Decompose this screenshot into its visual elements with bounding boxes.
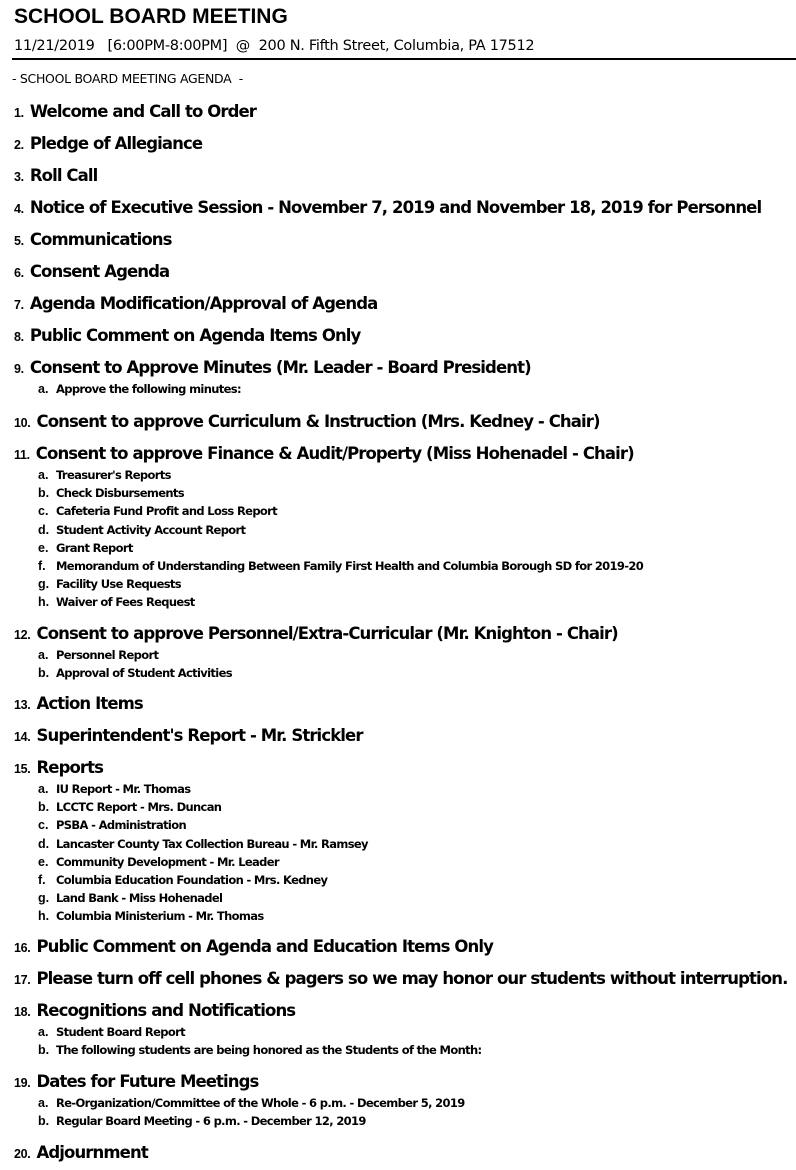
subitem-letter: f. <box>38 558 46 573</box>
agenda-heading: - SCHOOL BOARD MEETING AGENDA - <box>12 71 243 86</box>
agenda-item <box>14 412 600 436</box>
item-number: 14. <box>14 730 31 744</box>
subitem <box>38 559 643 577</box>
subitem-list <box>14 468 643 614</box>
item-number: 15. <box>14 762 31 776</box>
item-label: Consent to Approve Minutes (Mr. Leader - Board President) <box>29 358 531 377</box>
subitem-list <box>14 1096 465 1132</box>
item-number: 20. <box>14 1147 31 1161</box>
meeting-details: 11/21/2019 [6:00PM-8:00PM] @ 200 N. Fifth Street, Columbia, PA 17512 <box>14 38 535 54</box>
agenda-item <box>14 444 643 614</box>
subitem-letter: a. <box>38 648 49 662</box>
agenda-item <box>14 1143 148 1167</box>
subitem <box>38 577 643 595</box>
subitem <box>38 909 368 927</box>
subitem-list <box>14 648 618 684</box>
subitem-text: Facility Use Requests <box>56 577 181 592</box>
subitem-list <box>14 382 531 400</box>
item-number: 3. <box>14 170 24 184</box>
subitem-text: Memorandum of Understanding Between Family First Health and Columbia Borough SD for 2019-20 <box>56 558 644 573</box>
subitem <box>38 782 368 800</box>
subitem-letter: a. <box>38 782 49 796</box>
subitem-text: Waiver of Fees Request <box>56 595 195 610</box>
agenda-item <box>14 726 363 750</box>
item-label: Adjournment <box>36 1143 148 1162</box>
item-label: Welcome and Call to Order <box>29 102 257 121</box>
subitem-letter: b. <box>38 1043 50 1058</box>
subitem-letter: c. <box>38 504 49 519</box>
subitem <box>38 468 643 486</box>
agenda-item <box>14 694 143 718</box>
subitem <box>38 648 618 666</box>
agenda-item <box>14 937 493 961</box>
header-divider <box>12 58 796 60</box>
subitem-letter: c. <box>38 818 49 833</box>
agenda-item <box>14 358 531 400</box>
subitem <box>38 800 368 818</box>
subitem-text: Land Bank - Miss Hohenadel <box>56 891 223 906</box>
agenda-item <box>14 969 787 993</box>
subitem <box>38 1114 465 1132</box>
item-number: 2. <box>14 138 24 152</box>
item-number: 12. <box>14 628 31 642</box>
item-number: 9. <box>14 362 24 376</box>
item-label: Consent Agenda <box>29 262 170 281</box>
item-label: Consent to approve Personnel/Extra-Curricular (Mr. Knighton - Chair) <box>36 624 618 643</box>
item-label: Roll Call <box>29 166 98 185</box>
subitem <box>38 891 368 909</box>
item-label: Dates for Future Meetings <box>36 1072 259 1091</box>
subitem-letter: e. <box>38 540 49 555</box>
item-label: Notice of Executive Session - November 7, 2019 and November 18, 2019 for Personnel <box>29 198 762 217</box>
item-number: 19. <box>14 1076 31 1090</box>
subitem <box>38 486 643 504</box>
agenda-item <box>14 1072 465 1132</box>
subitem-letter: h. <box>38 909 50 924</box>
item-label: Recognitions and Notifications <box>36 1001 296 1020</box>
document-title: SCHOOL BOARD MEETING <box>14 5 288 28</box>
subitem-text: Community Development - Mr. Leader <box>56 854 279 869</box>
subitem-text: Cafeteria Fund Profit and Loss Report <box>56 504 278 519</box>
subitem-list <box>14 1025 481 1061</box>
item-number: 11. <box>14 448 30 462</box>
subitem <box>38 382 531 400</box>
agenda-item <box>14 326 360 350</box>
subitem-letter: h. <box>38 595 50 610</box>
subitem-letter: b. <box>38 1114 50 1129</box>
subitem <box>38 1025 481 1043</box>
subitem-text: Lancaster County Tax Collection Bureau - Mr. Ramsey <box>56 836 368 851</box>
subitem-text: Grant Report <box>56 540 133 555</box>
item-label: Consent to approve Curriculum & Instruction (Mrs. Kedney - Chair) <box>36 412 600 431</box>
item-number: 8. <box>14 330 24 344</box>
agenda-item <box>14 262 169 286</box>
agenda-item <box>14 198 761 222</box>
item-number: 13. <box>14 698 31 712</box>
item-label: Consent to approve Finance & Audit/Property (Miss Hohenadel - Chair) <box>35 444 634 463</box>
item-number: 7. <box>14 298 24 312</box>
subitem-text: The following students are being honored as the Students of the Month: <box>56 1043 482 1058</box>
subitem-text: LCCTC Report - Mrs. Duncan <box>56 800 222 815</box>
subitem-text: PSBA - Administration <box>56 818 186 833</box>
subitem-list <box>14 782 368 928</box>
agenda-item <box>14 624 618 684</box>
subitem-letter: d. <box>38 836 50 851</box>
subitem <box>38 1043 481 1061</box>
subitem-text: Personnel Report <box>56 648 159 662</box>
subitem-text: Columbia Ministerium - Mr. Thomas <box>56 909 264 924</box>
subitem-text: IU Report - Mr. Thomas <box>56 782 191 796</box>
item-label: Reports <box>36 758 104 777</box>
item-label: Communications <box>29 230 172 249</box>
subitem-letter: b. <box>38 666 50 681</box>
item-label: Agenda Modification/Approval of Agenda <box>29 294 378 313</box>
subitem <box>38 504 643 522</box>
subitem-text: Student Board Report <box>56 1025 185 1039</box>
subitem <box>38 541 643 559</box>
subitem-letter: g. <box>38 891 50 906</box>
subitem <box>38 837 368 855</box>
subitem <box>38 1096 465 1114</box>
agenda-item <box>14 230 172 254</box>
item-label: Action Items <box>36 694 143 713</box>
subitem <box>38 523 643 541</box>
subitem-text: Re-Organization/Committee of the Whole - 6 p.m. - December 5, 2019 <box>56 1096 465 1110</box>
agenda-item <box>14 1001 481 1061</box>
item-label: Superintendent's Report - Mr. Strickler <box>36 726 363 745</box>
subitem-letter: b. <box>38 486 50 501</box>
subitem-text: Approval of Student Activities <box>56 666 232 681</box>
subitem-text: Approve the following minutes: <box>56 382 241 396</box>
subitem-letter: g. <box>38 577 50 592</box>
subitem-letter: f. <box>38 872 46 887</box>
item-number: 6. <box>14 266 24 280</box>
subitem-letter: e. <box>38 854 49 869</box>
subitem <box>38 595 643 613</box>
subitem <box>38 855 368 873</box>
agenda-item <box>14 758 368 928</box>
subitem <box>38 666 618 684</box>
item-label: Public Comment on Agenda and Education Items Only <box>36 937 494 956</box>
item-label: Public Comment on Agenda Items Only <box>29 326 361 345</box>
agenda-item <box>14 102 256 126</box>
subitem-letter: a. <box>38 382 49 396</box>
subitem-text: Regular Board Meeting - 6 p.m. - December 12, 2019 <box>56 1114 366 1129</box>
item-label: Please turn off cell phones & pagers so we may honor our students without interruption. <box>36 969 788 988</box>
subitem-text: Treasurer's Reports <box>56 468 171 482</box>
item-label: Pledge of Allegiance <box>29 134 203 153</box>
subitem <box>38 818 368 836</box>
subitem-letter: a. <box>38 1025 49 1039</box>
subitem-text: Check Disbursements <box>56 486 184 501</box>
subitem-letter: d. <box>38 522 50 537</box>
item-number: 5. <box>14 234 24 248</box>
agenda-item <box>14 134 202 158</box>
subitem-text: Student Activity Account Report <box>56 522 246 537</box>
subitem-letter: a. <box>38 1096 49 1110</box>
item-number: 18. <box>14 1005 31 1019</box>
item-number: 1. <box>14 106 24 120</box>
item-number: 17. <box>14 973 31 987</box>
agenda-item <box>14 294 377 318</box>
item-number: 16. <box>14 941 31 955</box>
subitem <box>38 873 368 891</box>
subitem-letter: b. <box>38 800 50 815</box>
item-number: 10. <box>14 416 31 430</box>
subitem-text: Columbia Education Foundation - Mrs. Kedney <box>56 872 328 887</box>
item-number: 4. <box>14 202 24 216</box>
subitem-letter: a. <box>38 468 49 482</box>
agenda-item <box>14 166 97 190</box>
